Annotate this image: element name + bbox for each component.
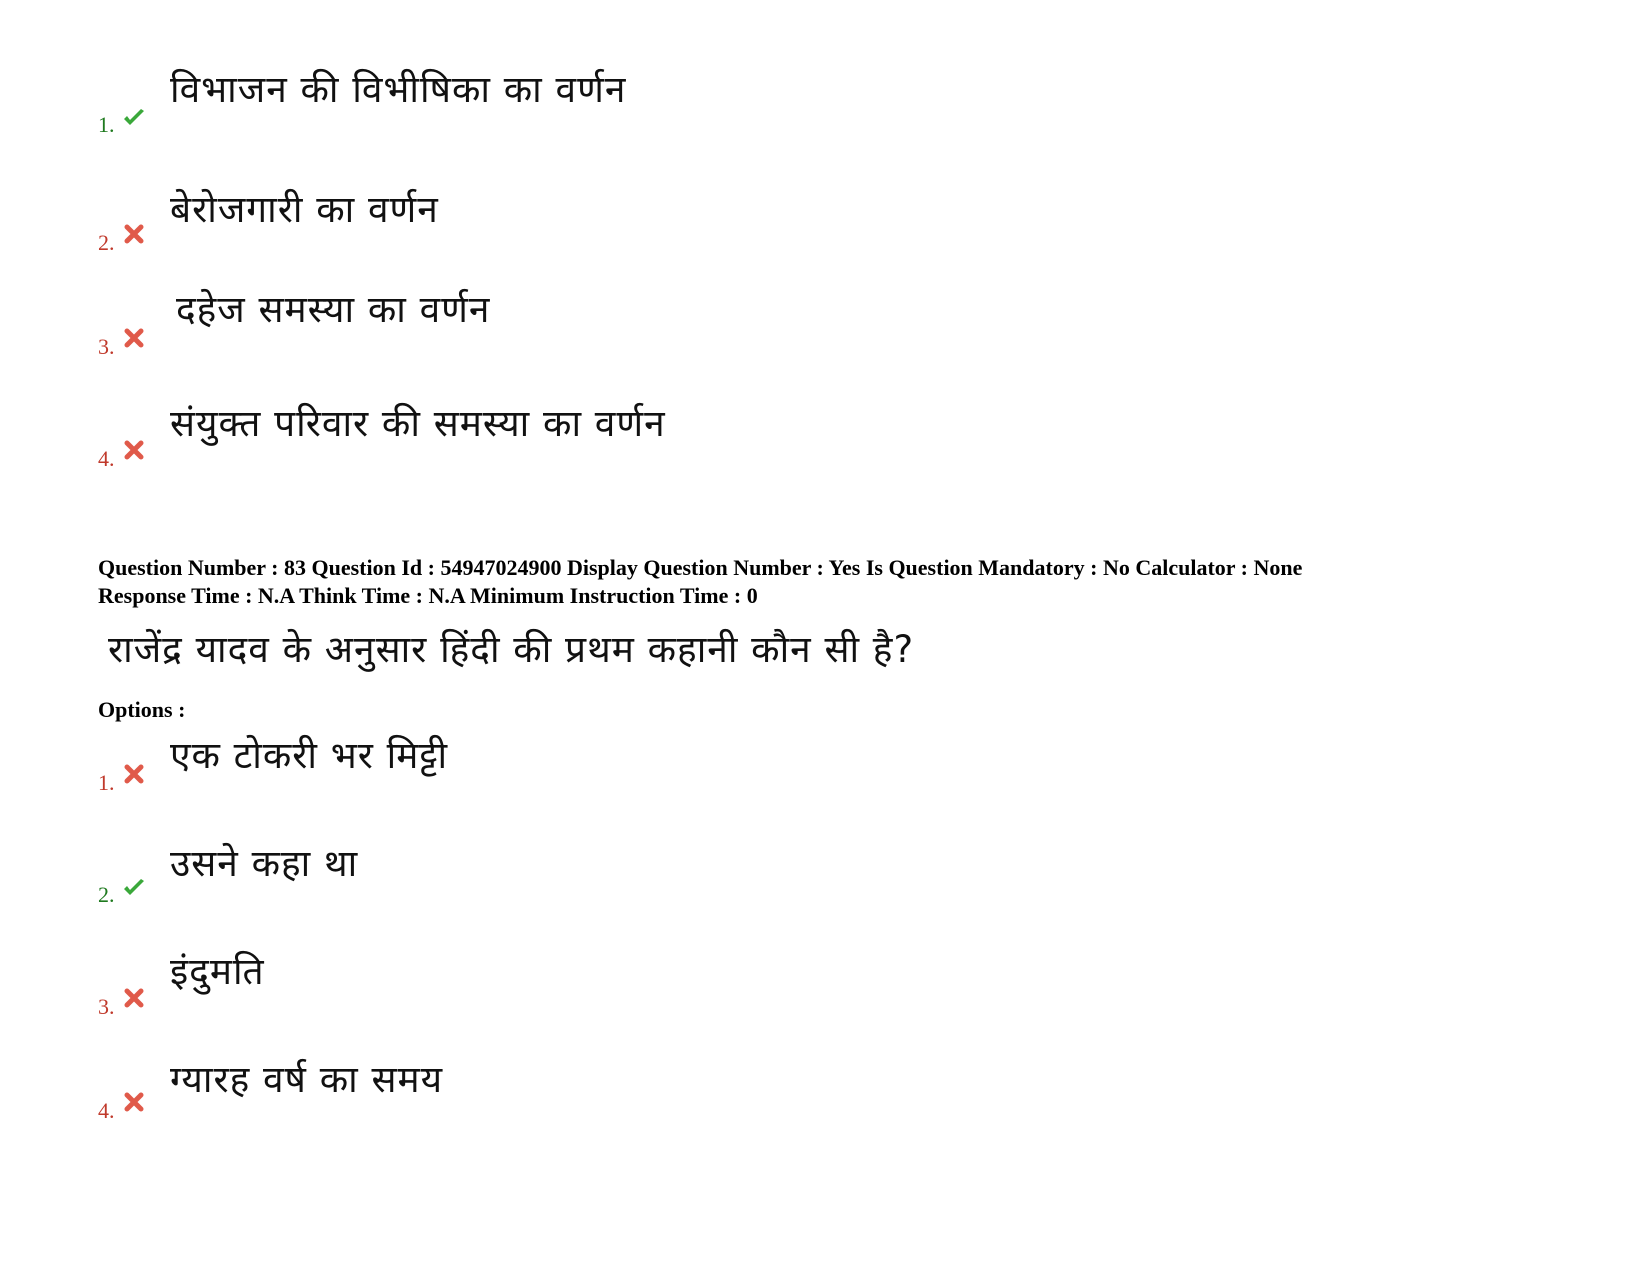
question-meta-line-2: Response Time : N.A Think Time : N.A Minimum Instruction Time : 0 (98, 583, 758, 608)
option-number: 2. (98, 230, 115, 255)
question-meta-line-1: Question Number : 83 Question Id : 54947024900 Display Question Number : Yes Is Question Mandatory : No Calculator : None (98, 555, 1303, 580)
option-text: बेरोजगारी का वर्णन (170, 188, 439, 231)
cross-icon (122, 326, 146, 350)
option-number: 4. (98, 446, 115, 471)
option-text: इंदुमति (170, 950, 265, 993)
options-label: Options : (98, 697, 186, 722)
option-text: दहेज समस्या का वर्णन (176, 288, 491, 331)
option-number: 1. (98, 112, 115, 137)
option-text: एक टोकरी भर मिट्टी (170, 734, 449, 777)
option-number: 4. (98, 1098, 115, 1123)
option-number: 2. (98, 882, 115, 907)
cross-icon (122, 1090, 146, 1114)
cross-icon (122, 222, 146, 246)
option-number: 1. (98, 770, 115, 795)
check-icon (122, 106, 146, 130)
option-number: 3. (98, 334, 115, 359)
option-text: विभाजन की विभीषिका का वर्णन (170, 68, 627, 111)
cross-icon (122, 762, 146, 786)
option-text: ग्यारह वर्ष का समय (170, 1058, 444, 1101)
cross-icon (122, 438, 146, 462)
cross-icon (122, 986, 146, 1010)
option-number: 3. (98, 994, 115, 1019)
question-text: राजेंद्र यादव के अनुसार हिंदी की प्रथम कहानी कौन सी है? (108, 628, 915, 671)
check-icon (122, 876, 146, 900)
option-text: उसने कहा था (170, 842, 359, 885)
option-text: संयुक्त परिवार की समस्या का वर्णन (170, 402, 666, 445)
